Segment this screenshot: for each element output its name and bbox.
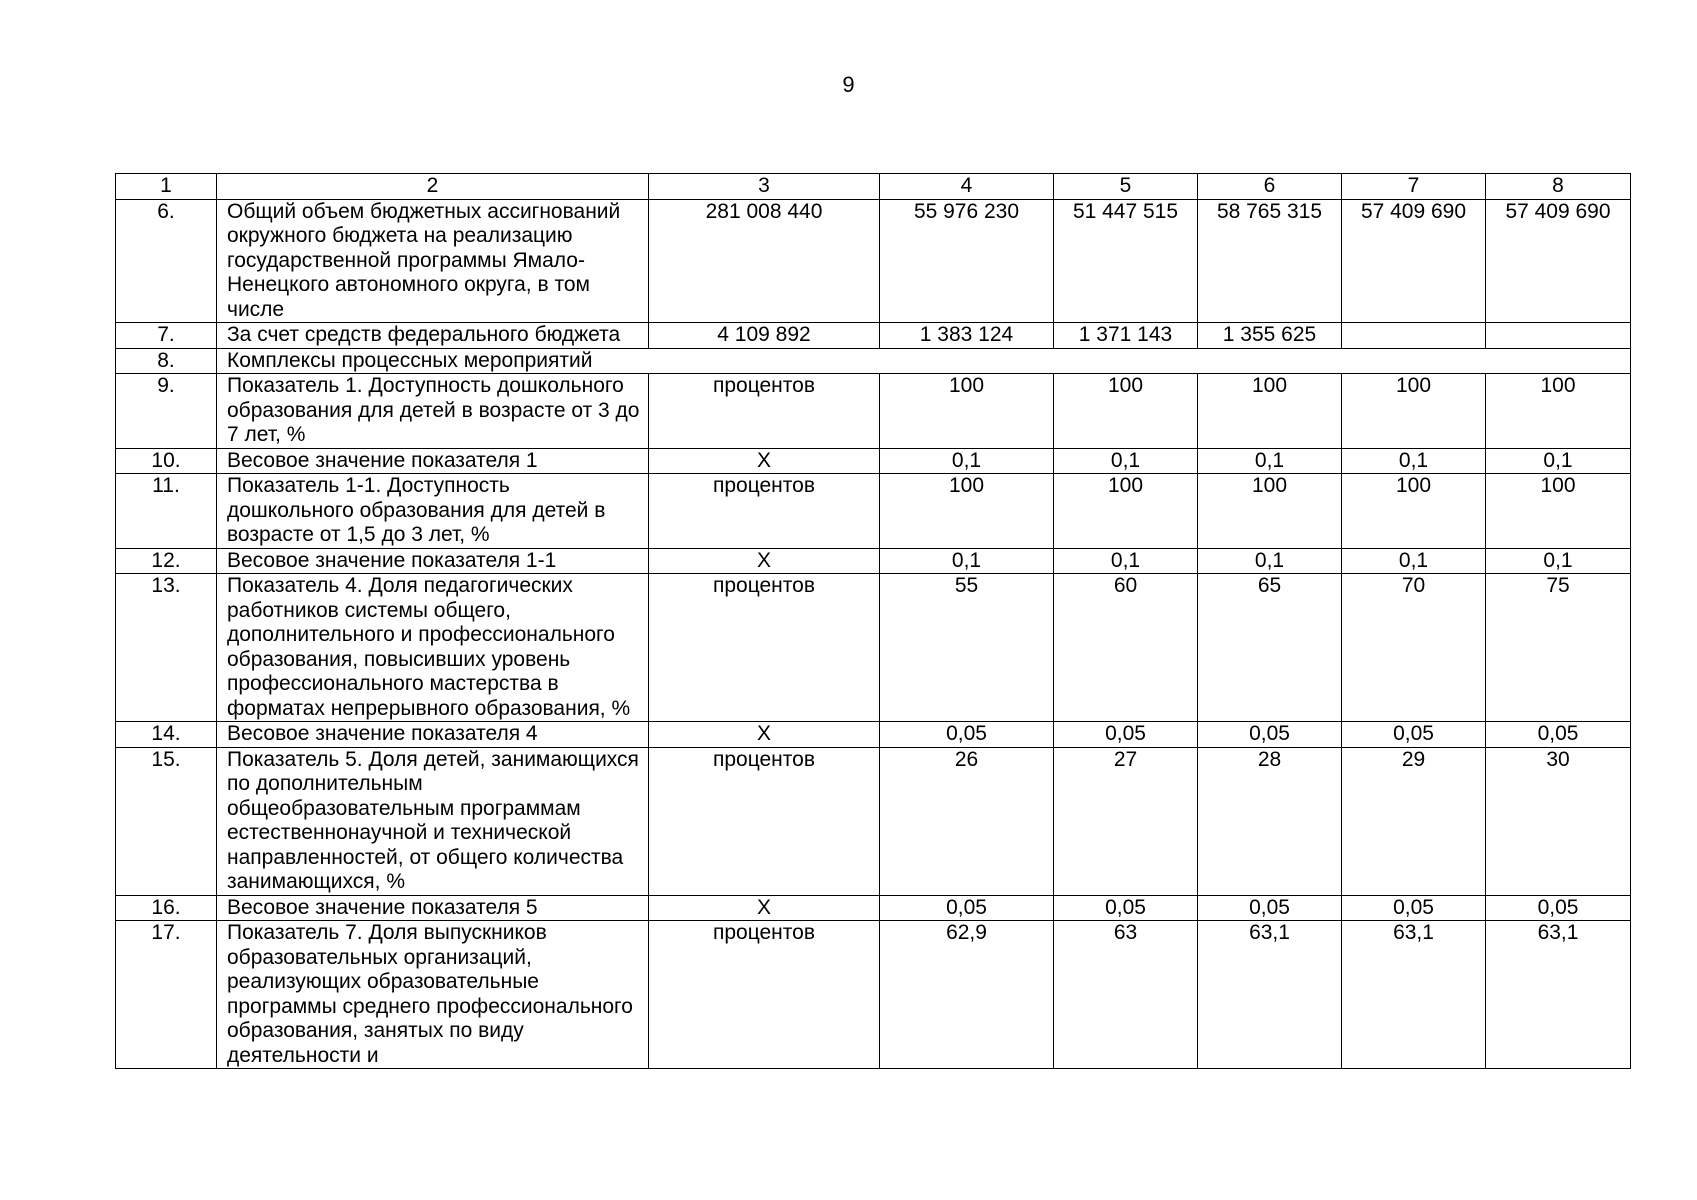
page-number: 9 — [842, 72, 855, 97]
value-cell: Х — [649, 548, 880, 574]
table-body — [116, 174, 1631, 1069]
value-cell: процентов — [649, 747, 880, 895]
value-cell: 100 — [1054, 374, 1198, 449]
value-cell: 100 — [1342, 474, 1486, 549]
row-number-cell: 6. — [116, 199, 217, 323]
value-cell: 0,05 — [1342, 722, 1486, 748]
value-cell: 100 — [1198, 374, 1342, 449]
header-cell: 1 — [116, 174, 217, 200]
value-cell: 27 — [1054, 747, 1198, 895]
value-cell: 1 371 143 — [1054, 323, 1198, 349]
header-cell: 4 — [880, 174, 1054, 200]
value-cell: 57 409 690 — [1486, 199, 1631, 323]
row-number-cell: 10. — [116, 448, 217, 474]
value-cell: 0,1 — [1054, 548, 1198, 574]
row-name-cell: Весовое значение показателя 1-1 — [217, 548, 649, 574]
value-cell: 55 — [880, 574, 1054, 722]
value-cell: 0,1 — [880, 448, 1054, 474]
value-cell: 281 008 440 — [649, 199, 880, 323]
header-cell: 7 — [1342, 174, 1486, 200]
row-name-cell: Весовое значение показателя 1 — [217, 448, 649, 474]
value-cell: 100 — [880, 374, 1054, 449]
row-name-cell: Показатель 1. Доступность дошкольного образования для детей в возрасте от 3 до 7 лет, % — [217, 374, 649, 449]
value-cell: процентов — [649, 921, 880, 1069]
value-cell: 58 765 315 — [1198, 199, 1342, 323]
value-cell — [1342, 323, 1486, 349]
table-row — [116, 722, 1631, 748]
value-cell: 0,05 — [1198, 895, 1342, 921]
row-number-cell: 11. — [116, 474, 217, 549]
header-cell: 2 — [217, 174, 649, 200]
value-cell: 63,1 — [1486, 921, 1631, 1069]
value-cell: 1 383 124 — [880, 323, 1054, 349]
value-cell: 60 — [1054, 574, 1198, 722]
indicator-table — [115, 173, 1631, 1069]
value-cell: 0,05 — [1054, 895, 1198, 921]
value-cell: 51 447 515 — [1054, 199, 1198, 323]
value-cell: 0,05 — [1342, 895, 1486, 921]
value-cell: Х — [649, 722, 880, 748]
value-cell: 100 — [1486, 374, 1631, 449]
value-cell: 62,9 — [880, 921, 1054, 1069]
value-cell: 75 — [1486, 574, 1631, 722]
row-number-cell: 14. — [116, 722, 217, 748]
value-cell: 57 409 690 — [1342, 199, 1486, 323]
value-cell: 1 355 625 — [1198, 323, 1342, 349]
row-name-cell: Весовое значение показателя 4 — [217, 722, 649, 748]
row-name-cell: Комплексы процессных мероприятий — [217, 348, 1631, 374]
value-cell: процентов — [649, 374, 880, 449]
value-cell: 28 — [1198, 747, 1342, 895]
table-header-row — [116, 174, 1631, 200]
value-cell: 0,1 — [1486, 448, 1631, 474]
value-cell: 100 — [1342, 374, 1486, 449]
table-row — [116, 374, 1631, 449]
value-cell: 0,1 — [1342, 448, 1486, 474]
table-row — [116, 448, 1631, 474]
row-name-cell: За счет средств федерального бюджета — [217, 323, 649, 349]
value-cell: процентов — [649, 474, 880, 549]
row-name-cell: Показатель 1-1. Доступность дошкольного образования для детей в возрасте от 1,5 до 3 лет, % — [217, 474, 649, 549]
row-name-cell: Показатель 4. Доля педагогических работников системы общего, дополнительного и профессионального образования, повысивших уровень профессионального мастерства в форматах непрерывного образования, % — [217, 574, 649, 722]
row-name-cell: Весовое значение показателя 5 — [217, 895, 649, 921]
row-number-cell: 17. — [116, 921, 217, 1069]
table-row — [116, 921, 1631, 1069]
value-cell: 100 — [1198, 474, 1342, 549]
value-cell: 0,05 — [880, 722, 1054, 748]
value-cell: 65 — [1198, 574, 1342, 722]
table-row — [116, 199, 1631, 323]
value-cell: 0,05 — [880, 895, 1054, 921]
value-cell: 0,1 — [1198, 448, 1342, 474]
row-name-cell: Показатель 7. Доля выпускников образовательных организаций, реализующих образовательные программы среднего профессионального образования, занятых по виду деятельности и — [217, 921, 649, 1069]
value-cell: процентов — [649, 574, 880, 722]
value-cell: 0,05 — [1054, 722, 1198, 748]
value-cell: Х — [649, 895, 880, 921]
value-cell: 26 — [880, 747, 1054, 895]
row-name-cell: Показатель 5. Доля детей, занимающихся по дополнительным общеобразовательным программам естественнонаучной и технической направленностей, от общего количества занимающихся, % — [217, 747, 649, 895]
table-row — [116, 747, 1631, 895]
header-cell: 5 — [1054, 174, 1198, 200]
value-cell: Х — [649, 448, 880, 474]
value-cell: 4 109 892 — [649, 323, 880, 349]
value-cell: 0,1 — [1486, 548, 1631, 574]
header-cell: 3 — [649, 174, 880, 200]
header-cell: 6 — [1198, 174, 1342, 200]
table-row — [116, 348, 1631, 374]
value-cell: 0,05 — [1198, 722, 1342, 748]
value-cell: 30 — [1486, 747, 1631, 895]
value-cell: 63,1 — [1342, 921, 1486, 1069]
value-cell: 100 — [1486, 474, 1631, 549]
row-number-cell: 16. — [116, 895, 217, 921]
table-row — [116, 474, 1631, 549]
header-cell: 8 — [1486, 174, 1631, 200]
value-cell: 70 — [1342, 574, 1486, 722]
table-row — [116, 323, 1631, 349]
value-cell: 0,1 — [1198, 548, 1342, 574]
value-cell: 55 976 230 — [880, 199, 1054, 323]
table-row — [116, 895, 1631, 921]
value-cell: 29 — [1342, 747, 1486, 895]
table-row — [116, 548, 1631, 574]
value-cell: 0,1 — [880, 548, 1054, 574]
row-number-cell: 15. — [116, 747, 217, 895]
value-cell: 63 — [1054, 921, 1198, 1069]
row-number-cell: 12. — [116, 548, 217, 574]
table-row — [116, 574, 1631, 722]
row-number-cell: 7. — [116, 323, 217, 349]
value-cell: 0,05 — [1486, 895, 1631, 921]
row-number-cell: 13. — [116, 574, 217, 722]
value-cell: 63,1 — [1198, 921, 1342, 1069]
value-cell — [1486, 323, 1631, 349]
row-number-cell: 8. — [116, 348, 217, 374]
value-cell: 0,05 — [1486, 722, 1631, 748]
value-cell: 0,1 — [1342, 548, 1486, 574]
value-cell: 100 — [880, 474, 1054, 549]
value-cell: 0,1 — [1054, 448, 1198, 474]
row-name-cell: Общий объем бюджетных ассигнований окружного бюджета на реализацию государственной программы Ямало-Ненецкого автономного округа, в том числе — [217, 199, 649, 323]
value-cell: 100 — [1054, 474, 1198, 549]
row-number-cell: 9. — [116, 374, 217, 449]
